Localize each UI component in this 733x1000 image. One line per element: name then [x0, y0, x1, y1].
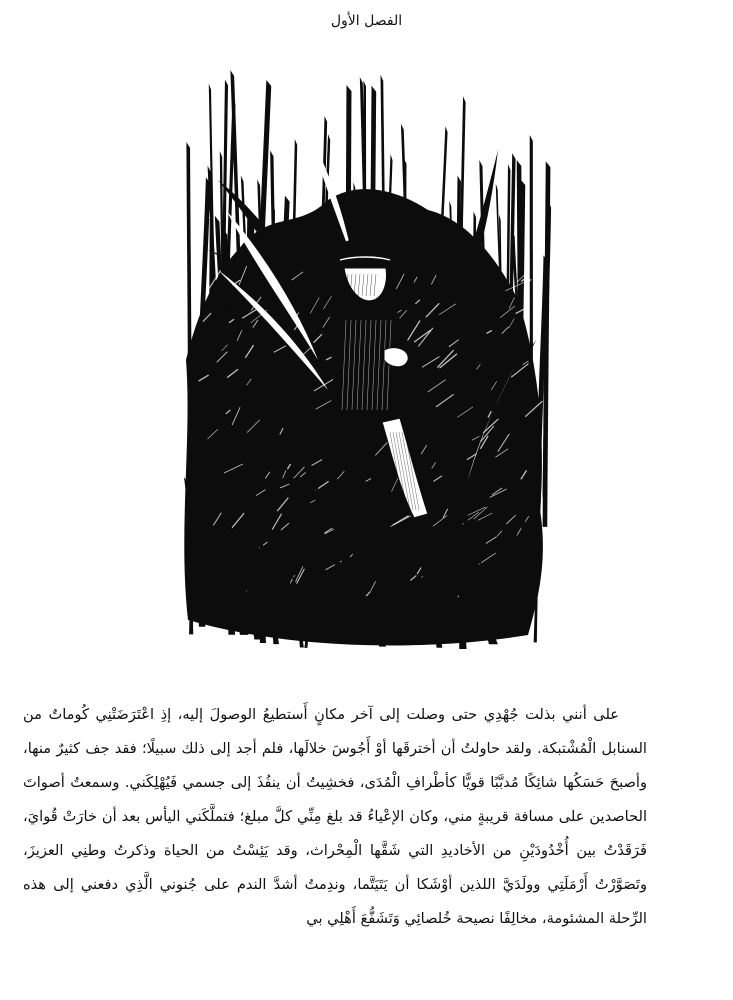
body-paragraph: على أنني بذلت جُهْدِي حتى وصلت إلى آخر مكانٍ أَستطيعُ الوصولَ إليه، إذِ اعْتَرَضَتْنِي كُوماتٌ من السنابل الْمُشْتبكة. ولقد حاولتُ أن أخترقَها أوْ أَجُوسَ خلالَها، فلم أجد إلى ذلك سبيلًا؛ فقد جف كثيرٌ منها، وأصبحَ حَسَكُها شائِكًا مُدبَّبًا قويًّا كأطْرافِ الْمُدَى، فخشِيتُ أن ينفُذَ إلى جسمي فَيُهْلِكَني. وسمعتُ أصواتَ الحاصدين على مسافة قريبةٍ مني، وكان الإعْياءُ قد بلغ مِنِّي كلَّ مبلغ؛ فتملَّكَني اليأس بعد أن خارَتْ قُوايَ، فَرَقَدْتُ بين أُخْدُودَيْنِ من الأخاديدِ التي شَقَّها الْمِحْراث، وقد يَئِسْتُ من الحياة وذكرتُ وطنِي العزيزَ، وتَصَوَّرْتُ أَرْمَلَتِي وولَدَيَّ اللذين أوْشَكا أن يَتَيَتَّما، وندِمتُ أشدَّ الندم على جُنوني الَّذِي دفعني إلى هذه الرِّحلة المشئومة، مخالِفًا نصيحة خُلصائِي وَتَشَفُّعَ أَهْلِي بي [23, 706, 647, 927]
engraving-illustration [178, 60, 556, 652]
body-text [23, 698, 647, 936]
chapter-heading: الفصل الأول [330, 13, 403, 29]
grain-stalk [530, 135, 533, 524]
hand [384, 348, 408, 367]
